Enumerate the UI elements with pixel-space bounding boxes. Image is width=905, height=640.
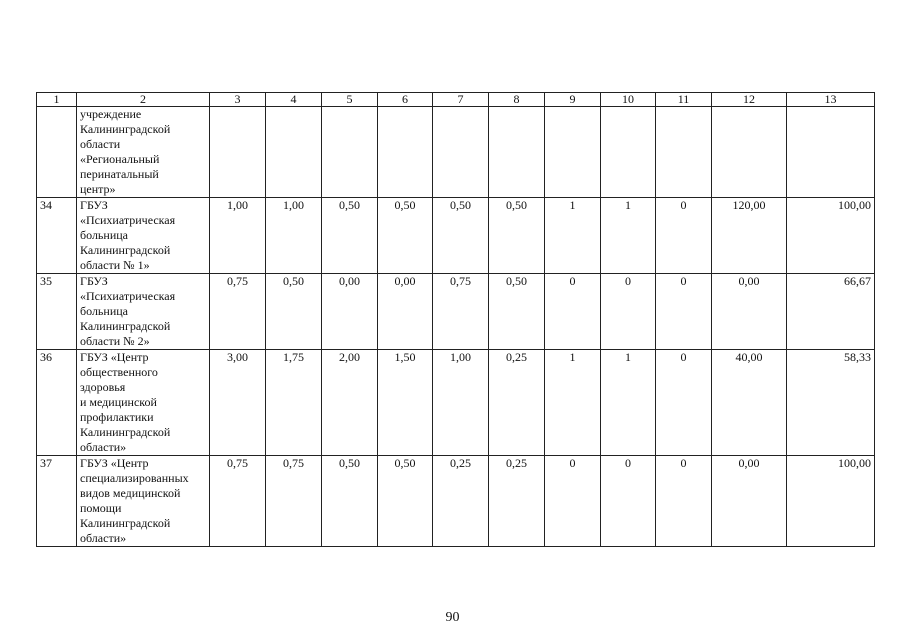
institution-name xyxy=(77,456,210,547)
value-cell xyxy=(601,107,656,198)
value-cell: 0 xyxy=(656,456,712,547)
value-cell: 0,50 xyxy=(433,198,489,274)
value-cell: 1 xyxy=(601,198,656,274)
value-cell: 0 xyxy=(545,456,601,547)
value-cell: 0,75 xyxy=(266,456,322,547)
name-line: центр» xyxy=(80,182,116,196)
name-line: Калининградской xyxy=(80,122,171,136)
value-cell: 66,67 xyxy=(787,274,875,350)
name-line: «Региональный xyxy=(80,152,160,166)
value-cell: 0 xyxy=(656,274,712,350)
name-line: области» xyxy=(80,531,127,545)
value-cell: 0 xyxy=(601,456,656,547)
name-line: ГБУЗ «Центр xyxy=(80,350,149,364)
name-line: области № 1» xyxy=(80,258,150,272)
value-cell: 0,00 xyxy=(712,456,787,547)
name-line: Калининградской xyxy=(80,425,171,439)
column-header: 6 xyxy=(378,93,433,107)
name-line: области xyxy=(80,137,121,151)
value-cell xyxy=(545,107,601,198)
table-row xyxy=(37,350,875,456)
page-number: 90 xyxy=(445,610,460,625)
name-line: «Психиатрическая xyxy=(80,213,176,227)
name-line: Калининградской xyxy=(80,516,171,530)
column-header: 1 xyxy=(37,93,77,107)
column-header: 8 xyxy=(489,93,545,107)
value-cell: 3,00 xyxy=(210,350,266,456)
row-number: 37 xyxy=(37,456,77,547)
value-cell: 2,00 xyxy=(322,350,378,456)
table-row xyxy=(37,198,875,274)
value-cell: 0,25 xyxy=(433,456,489,547)
column-header: 2 xyxy=(77,93,210,107)
name-line: ГБУЗ «Центр xyxy=(80,456,149,470)
institution-name xyxy=(77,274,210,350)
value-cell: 1 xyxy=(601,350,656,456)
table-row xyxy=(37,274,875,350)
value-cell: 0,50 xyxy=(322,198,378,274)
value-cell xyxy=(210,107,266,198)
value-cell: 0 xyxy=(601,274,656,350)
value-cell: 1 xyxy=(545,350,601,456)
value-cell xyxy=(489,107,545,198)
value-cell: 1,00 xyxy=(210,198,266,274)
value-cell xyxy=(322,107,378,198)
column-header: 10 xyxy=(601,93,656,107)
row-number: 35 xyxy=(37,274,77,350)
value-cell: 0,75 xyxy=(433,274,489,350)
name-line: ГБУЗ xyxy=(80,274,108,288)
name-line: видов медицинской xyxy=(80,486,181,500)
name-line: перинатальный xyxy=(80,167,159,181)
value-cell: 0,75 xyxy=(210,274,266,350)
name-line: Калининградской xyxy=(80,243,171,257)
value-cell xyxy=(656,107,712,198)
value-cell: 0,25 xyxy=(489,350,545,456)
name-line: общественного xyxy=(80,365,158,379)
value-cell xyxy=(266,107,322,198)
value-cell: 0,00 xyxy=(378,274,433,350)
name-line: профилактики xyxy=(80,410,154,424)
value-cell: 0,50 xyxy=(378,456,433,547)
value-cell: 58,33 xyxy=(787,350,875,456)
institution-name xyxy=(77,107,210,198)
value-cell: 120,00 xyxy=(712,198,787,274)
row-number: 36 xyxy=(37,350,77,456)
value-cell: 0,50 xyxy=(489,274,545,350)
value-cell: 1 xyxy=(545,198,601,274)
value-cell: 0 xyxy=(656,350,712,456)
value-cell xyxy=(378,107,433,198)
name-line: больница xyxy=(80,228,128,242)
value-cell: 100,00 xyxy=(787,198,875,274)
row-number xyxy=(37,107,77,198)
value-cell: 0 xyxy=(545,274,601,350)
value-cell: 1,00 xyxy=(266,198,322,274)
name-line: здоровья xyxy=(80,380,126,394)
value-cell xyxy=(433,107,489,198)
column-header: 7 xyxy=(433,93,489,107)
header-row xyxy=(37,93,875,107)
name-line: помощи xyxy=(80,501,122,515)
value-cell: 0,25 xyxy=(489,456,545,547)
value-cell: 1,75 xyxy=(266,350,322,456)
name-line: «Психиатрическая xyxy=(80,289,176,303)
column-header: 5 xyxy=(322,93,378,107)
column-header: 12 xyxy=(712,93,787,107)
column-header: 3 xyxy=(210,93,266,107)
value-cell: 0,50 xyxy=(378,198,433,274)
name-line: ГБУЗ xyxy=(80,198,108,212)
value-cell: 0 xyxy=(656,198,712,274)
value-cell: 1,00 xyxy=(433,350,489,456)
row-number: 34 xyxy=(37,198,77,274)
table-row xyxy=(37,456,875,547)
column-header: 4 xyxy=(266,93,322,107)
value-cell: 0,50 xyxy=(266,274,322,350)
value-cell: 0,00 xyxy=(712,274,787,350)
data-table xyxy=(36,92,875,547)
name-line: и медицинской xyxy=(80,395,157,409)
value-cell: 0,50 xyxy=(489,198,545,274)
value-cell: 0,50 xyxy=(322,456,378,547)
value-cell: 40,00 xyxy=(712,350,787,456)
value-cell: 100,00 xyxy=(787,456,875,547)
name-line: больница xyxy=(80,304,128,318)
value-cell xyxy=(787,107,875,198)
name-line: специализированных xyxy=(80,471,189,485)
column-header: 11 xyxy=(656,93,712,107)
value-cell: 0,00 xyxy=(322,274,378,350)
column-header: 13 xyxy=(787,93,875,107)
value-cell: 0,75 xyxy=(210,456,266,547)
column-header: 9 xyxy=(545,93,601,107)
institution-name xyxy=(77,198,210,274)
name-line: Калининградской xyxy=(80,319,171,333)
value-cell xyxy=(712,107,787,198)
name-line: области № 2» xyxy=(80,334,150,348)
table-row xyxy=(37,107,875,198)
name-line: учреждение xyxy=(80,107,142,121)
value-cell: 1,50 xyxy=(378,350,433,456)
name-line: области» xyxy=(80,440,127,454)
institution-name xyxy=(77,350,210,456)
